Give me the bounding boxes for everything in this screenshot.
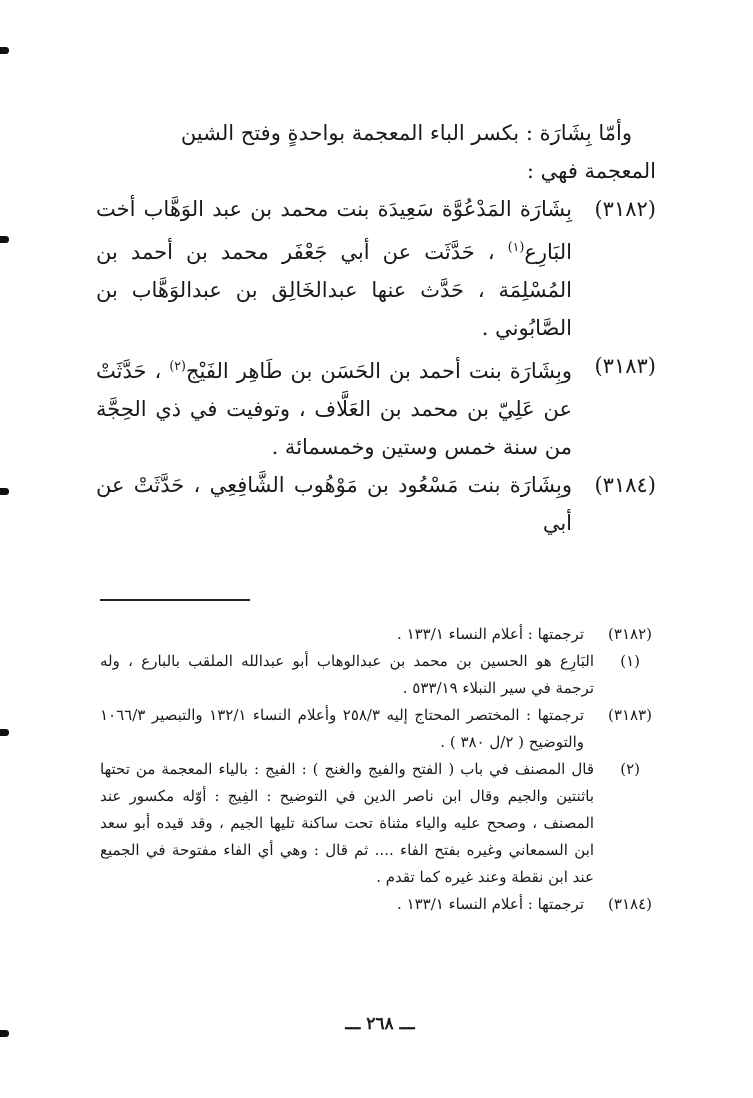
scan-edge-mark <box>0 729 9 736</box>
note-text: قال المصنف في باب ( الفتح والفيج والغنج ) : الفيج : بالياء المعجمة من تحتها باثنتين والجيم وقال ابن ناصر الدين في التوضيح : الفِيج : أوّله مكسور عند المصنف ، وصحح عليه والياء مثناة تحت ساكنة تليها الجيم ، وقد قيده أبو سعد ابن السمعاني وغيره بفتح الفاء .... ثم قال : وهي أي الفاء مفتوحة في الجميع عند ابن نقطة وعند غيره كما تقدم . <box>100 760 594 886</box>
footnote-text: ترجمتها : المختصر المحتاج إليه ٢٥٨/٣ وأعلام النساء ١٣٢/١ والتبصير ١٠٦٦/٣ والتوضيح ( ٢/ل ٣٨٠ ) . <box>100 706 584 751</box>
scan-edge-mark <box>0 47 9 54</box>
entry-text-part2: ، حَدَّثَت عن أبي جَعْفَر محمد بن أحمد بن المُسْلِمَة ، حَدَّث عنها عبدالخَالِق بن عبدالوَهَّاب بن الصَّابُوني . <box>96 240 572 340</box>
note-number: (١) <box>620 652 640 670</box>
footnote-number: (٣١٨٤) <box>608 895 652 913</box>
entry-text-part1: بِشَارَة المَدْعُوَّة سَعِيدَة بنت محمد بن عبد الوَهَّاب أخت البَارِع <box>96 197 572 264</box>
entry-text-part1: وبِشَارَة بنت مَسْعُود بن مَوْهُوب الشَّافِعِي ، حَدَّثَتْ عن أبي <box>96 473 572 535</box>
entry-text <box>96 466 572 542</box>
footnote-number: (٣١٨٢) <box>608 625 652 643</box>
footnote-text: ترجمتها : أعلام النساء ١٣٣/١ . <box>397 895 584 913</box>
footnote-note-1 <box>100 648 652 702</box>
intro-line-2: المعجمة فهي : <box>526 159 656 183</box>
entry-text-part2: ، حَدَّثَتْ عن عَلِيّ بن محمد بن العَلَّاف ، وتوفيت في ذي الحِجَّة من سنة خمس وستين وخمسمائة . <box>96 359 572 459</box>
footnote-3184 <box>100 891 652 918</box>
footnote-separator <box>100 599 250 601</box>
note-number: (٢) <box>620 760 640 778</box>
footnote-ref: (٢) <box>169 358 186 373</box>
footnotes <box>100 621 652 918</box>
intro-line-1: وأمّا بِشَارَة : بكسر الباء المعجمة بواحدةٍ وفتح الشين <box>180 121 632 145</box>
footnote-text: ترجمتها : أعلام النساء ١٣٣/١ . <box>397 625 584 643</box>
entry-text <box>96 347 572 466</box>
page-number: ـــ ٢٦٨ ـــ <box>345 1014 415 1034</box>
footnote-ref: (١) <box>507 239 525 254</box>
entry-3182 <box>96 190 656 347</box>
footnote-3182 <box>100 621 652 648</box>
note-text: البَارِع هو الحسين بن محمد بن عبدالوهاب أبو عبدالله الملقب بالبارع ، وله ترجمة في سير النبلاء ٥٣٣/١٩ . <box>100 652 594 697</box>
scan-edge-mark <box>0 488 9 495</box>
footnote-3183 <box>100 702 652 756</box>
scan-edge-mark <box>0 1030 9 1037</box>
scan-edge-mark <box>0 236 9 243</box>
footnote-note-2 <box>100 756 652 891</box>
entry-text <box>96 190 572 347</box>
entry-number: (٣١٨٢) <box>594 197 656 221</box>
entry-text-part1: وبِشَارَة بنت أحمد بن الحَسَن بن طَاهِر الفَيْج <box>185 359 572 383</box>
footnote-number: (٣١٨٣) <box>608 706 652 724</box>
intro-paragraph <box>96 114 656 190</box>
entry-3184 <box>96 466 656 542</box>
entry-number: (٣١٨٣) <box>594 354 656 378</box>
entries-list <box>96 190 656 542</box>
entry-3183 <box>96 347 656 466</box>
entry-number: (٣١٨٤) <box>594 473 656 497</box>
